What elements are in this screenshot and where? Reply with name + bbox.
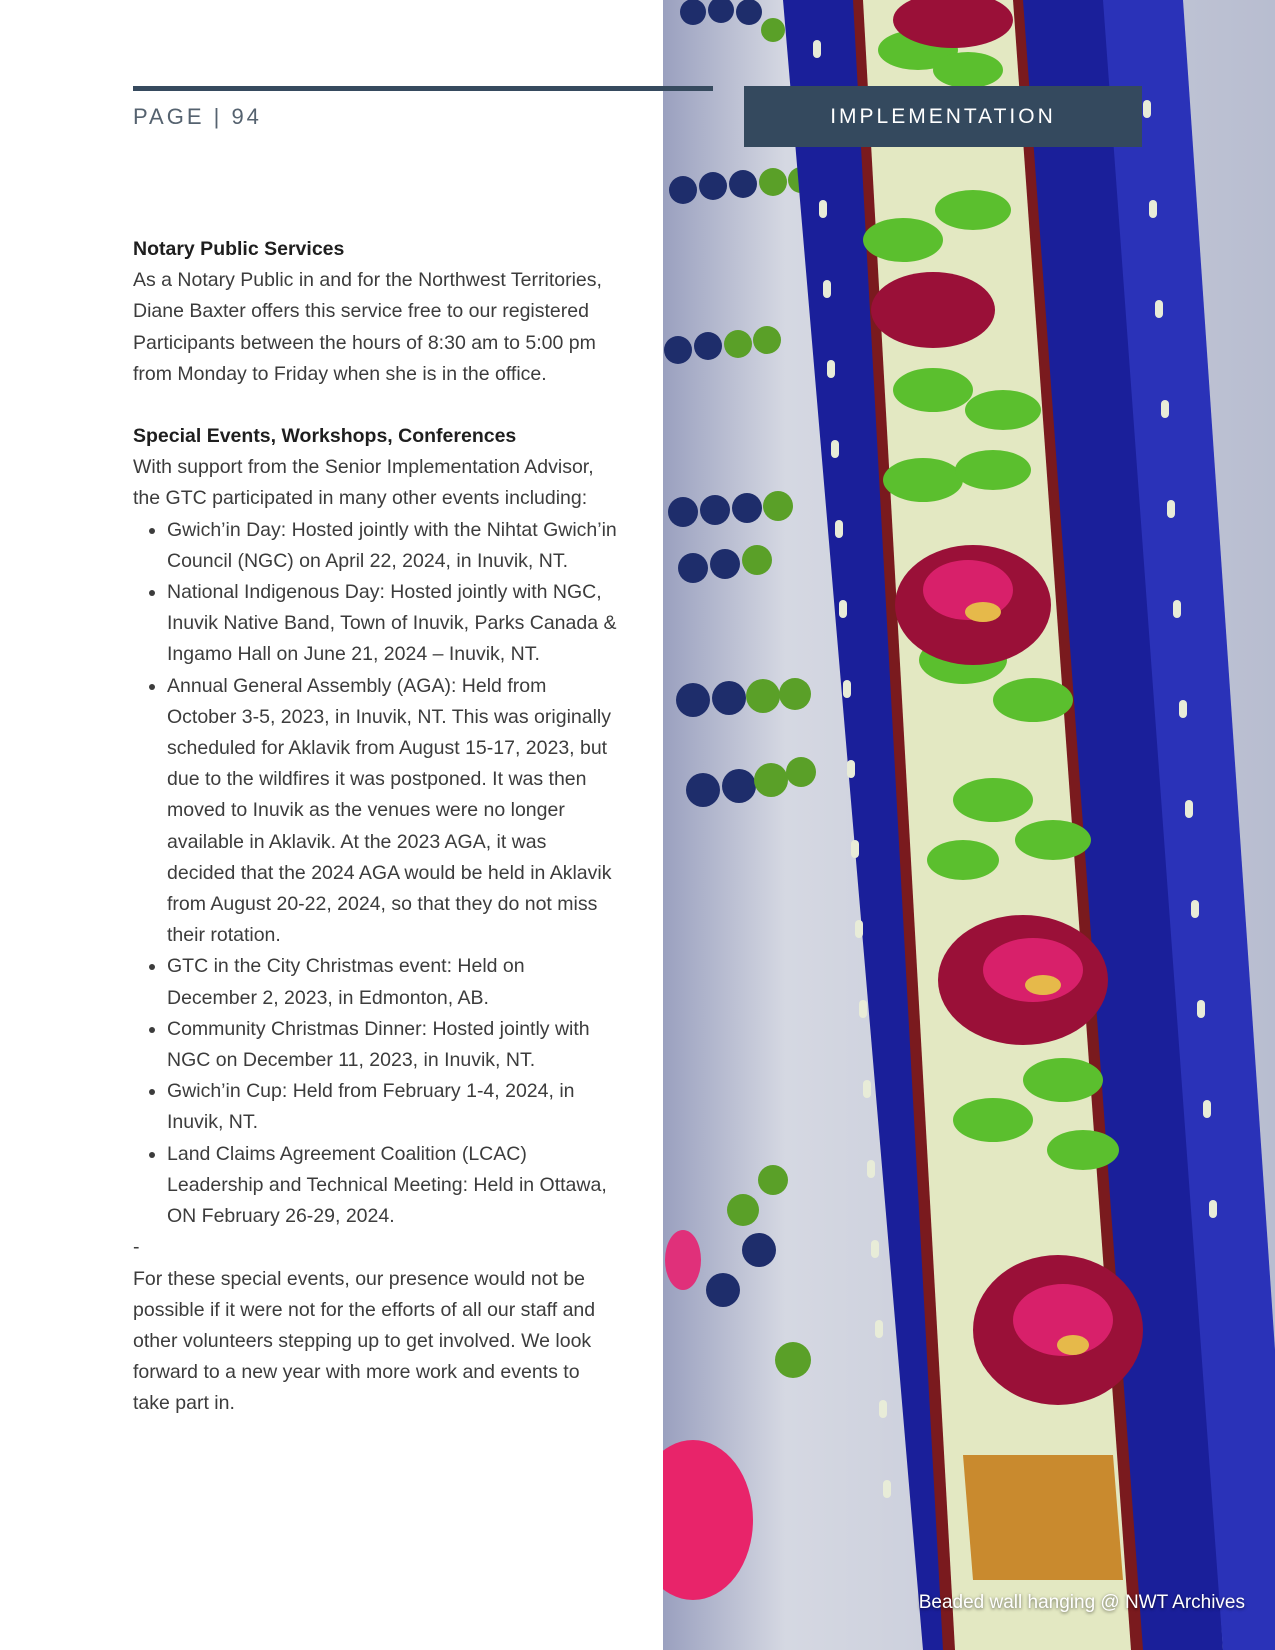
list-item: • Land Claims Agreement Coalition (LCAC) Leadership and Technical Meeting: Held in Ottawa, ON February 26-29, 2024. [167, 1139, 618, 1233]
events-list [133, 515, 618, 1233]
notary-paragraph: As a Notary Public in and for the Northwest Territories, Diane Baxter offers this service free to our registered Participants between the hours of 8:30 am to 5:00 pm from Monday to Friday when she is in the office. [133, 269, 602, 385]
list-item: • Community Christmas Dinner: Hosted jointly with NGC on December 11, 2023, in Inuvik, NT. [167, 1014, 618, 1076]
list-item: • Gwich’in Cup: Held from February 1-4, 2024, in Inuvik, NT. [167, 1076, 618, 1138]
header-rule [133, 86, 713, 91]
page-number: PAGE | 94 [133, 104, 262, 129]
list-item: • National Indigenous Day: Hosted jointly with NGC, Inuvik Native Band, Town of Inuvik, Parks Canada & Ingamo Hall on June 21, 2024 – Inuvik, NT. [167, 577, 618, 671]
section-spacer [133, 390, 618, 421]
list-item: • Annual General Assembly (AGA): Held from October 3-5, 2023, in Inuvik, NT. This was originally scheduled for Aklavik from August 15-17, 2023, but due to the wildfires it was postponed. It was then moved to Inuvik as the venues were no longer available in Aklavik. At the 2023 AGA, it was decided that the 2024 AGA would be held in Aklavik from August 20-22, 2024, so that they do not miss their rotation. [167, 671, 618, 952]
separator-dash: - [133, 1236, 140, 1259]
photo-caption: Beaded wall hanging @ NWT Archives [918, 1592, 1245, 1613]
notary-heading: Notary Public Services [133, 238, 345, 260]
closing-paragraph: For these special events, our presence would not be possible if it were not for the efforts of all our staff and other volunteers stepping up to get involved. We look forward to a new year with more work and events to take part in. [133, 1267, 596, 1415]
list-item: • Gwich’in Day: Hosted jointly with the Nihtat Gwich’in Council (NGC) on April 22, 2024, in Inuvik, NT. [167, 515, 618, 577]
events-intro: With support from the Senior Implementation Advisor, the GTC participated in many other events including: [133, 456, 594, 510]
main-text-column [133, 234, 618, 1420]
list-item: • GTC in the City Christmas event: Held on December 2, 2023, in Edmonton, AB. [167, 951, 618, 1013]
events-heading: Special Events, Workshops, Conferences [133, 425, 517, 448]
beadwork-illustration [663, 0, 1275, 1650]
section-title: IMPLEMENTATION [830, 104, 1056, 128]
beaded-wall-hanging-photo [663, 0, 1275, 1650]
section-title-tab [744, 86, 1142, 147]
